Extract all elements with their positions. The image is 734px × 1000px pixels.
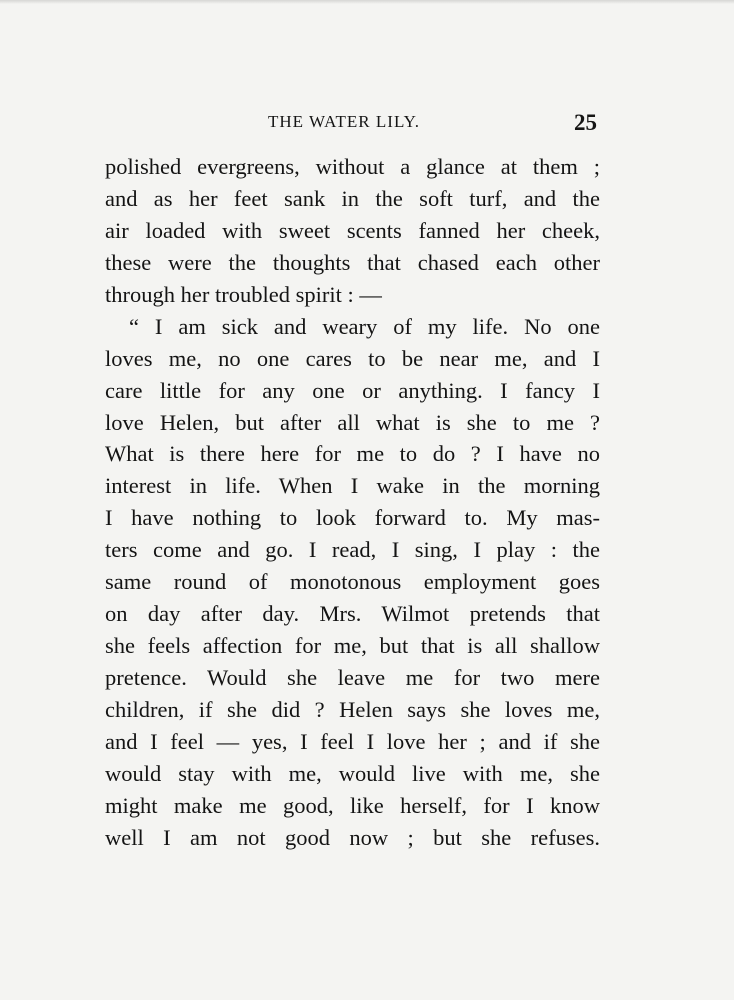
text-line: pretence. Would she leave me for two mere <box>105 665 600 690</box>
body-text <box>105 151 600 854</box>
text-line: would stay with me, would live with me, she <box>105 760 600 786</box>
text-line: air loaded with sweet scents fanned her cheek, <box>105 217 600 243</box>
page-top-edge <box>0 0 734 4</box>
page-number: 25 <box>574 110 597 135</box>
text-line: and as her feet sank in the soft turf, and the <box>105 185 600 211</box>
text-line: might make me good, like herself, for I know <box>105 792 600 818</box>
text-line: through her troubled spirit : — <box>105 281 382 307</box>
text-line: on day after day. Mrs. Wilmot pretends that <box>105 601 600 627</box>
text-line: interest in life. When I wake in the morning <box>105 473 600 499</box>
text-line: What is there here for me to do ? I have no <box>105 441 600 467</box>
text-line: loves me, no one cares to be near me, and I <box>105 345 600 371</box>
text-line: she feels affection for me, but that is all shallow <box>105 633 600 659</box>
text-line: well I am not good now ; but she refuses. <box>105 824 600 850</box>
text-line: children, if she did ? Helen says she loves me, <box>105 696 600 722</box>
text-line: ters come and go. I read, I sing, I play : the <box>105 537 600 563</box>
text-line: care little for any one or anything. I fancy I <box>105 377 600 403</box>
running-head: THE WATER LILY. <box>268 112 420 131</box>
text-line: I have nothing to look forward to. My mas- <box>105 505 600 531</box>
text-line: “ I am sick and weary of my life. No one <box>129 313 600 339</box>
text-line: polished evergreens, without a glance at them ; <box>105 154 600 179</box>
text-line: these were the thoughts that chased each other <box>105 249 600 275</box>
text-line: love Helen, but after all what is she to me ? <box>105 409 600 435</box>
text-line: and I feel — yes, I feel I love her ; and if she <box>105 728 600 754</box>
text-line: same round of monotonous employment goes <box>105 569 600 595</box>
